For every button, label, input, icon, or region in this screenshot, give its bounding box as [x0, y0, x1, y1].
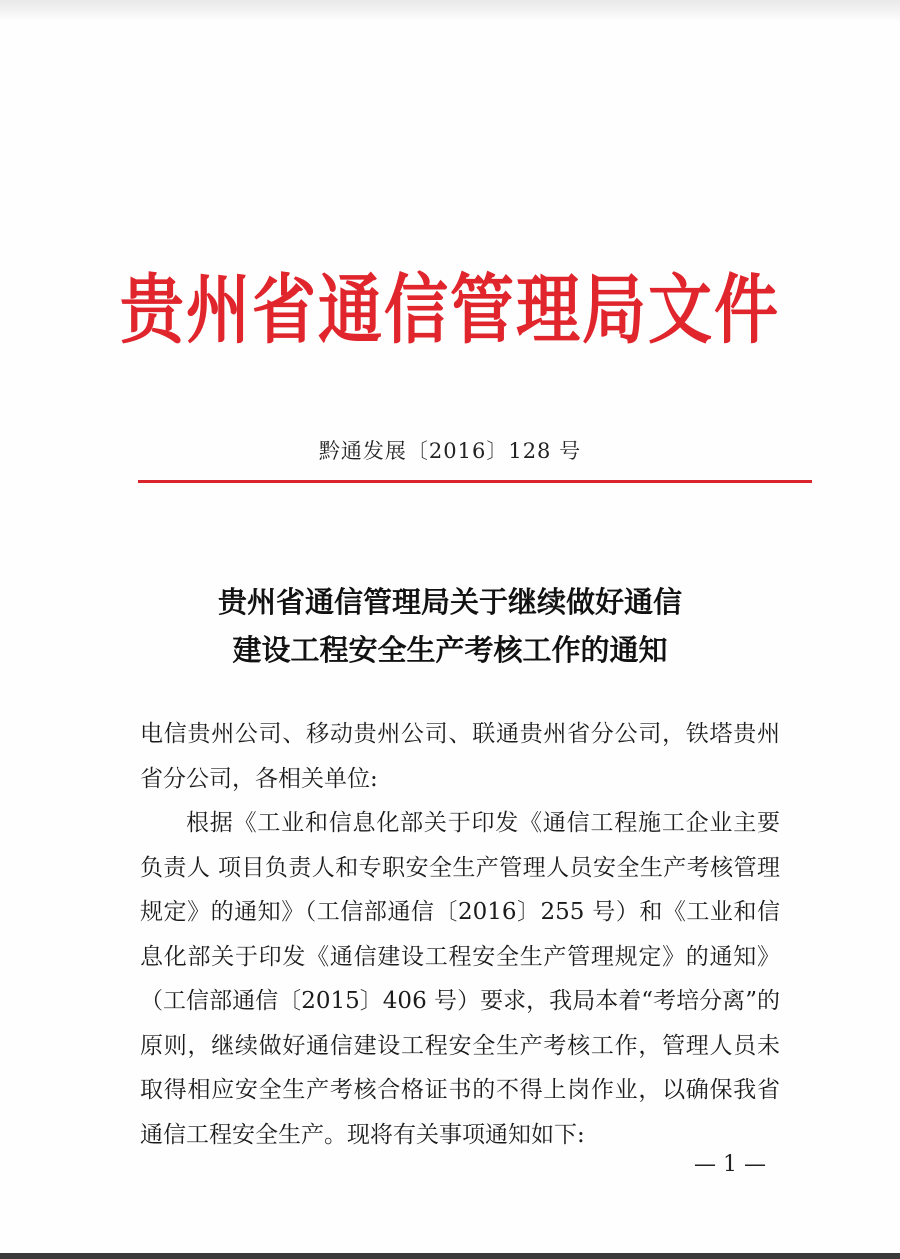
red-divider-line	[138, 480, 812, 483]
notice-title	[100, 578, 800, 674]
scan-edge-bottom	[0, 1253, 900, 1259]
scan-shadow-top	[0, 0, 900, 22]
page-number: — 1 —	[694, 1152, 766, 1177]
masthead-title: 贵州省通信管理局文件	[120, 267, 780, 356]
document-number: 黔通发展〔2016〕128 号	[318, 439, 582, 463]
notice-title-line-2: 建设工程安全生产考核工作的通知	[232, 633, 668, 667]
addressee-paragraph: 电信贵州公司、移动贵州公司、联通贵州省分公司，铁塔贵州省分公司，各相关单位:	[140, 721, 780, 792]
body-paragraph-1: 根据《工业和信息化部关于印发《通信工程施工企业主要负责人 项目负责人和专职安全生产管理人员安全生产考核管理规定》的通知》（工信部通信〔2016〕255 号）和《工业和信息化部关于印发《通信建设工程安全生产管理规定》的通知》（工信部通信〔2015〕406 号）要求，我局本着“考培分离”的原则，继续做好通信建设工程安全生产考核工作，管理人员未取得相应安全生产考核合格证书的不得上岗作业，以确保我省通信工程安全生产。现将有关事项通知如下:	[140, 810, 780, 1148]
notice-title-line-1: 贵州省通信管理局关于继续做好通信	[217, 585, 682, 619]
notice-body	[140, 712, 780, 1157]
